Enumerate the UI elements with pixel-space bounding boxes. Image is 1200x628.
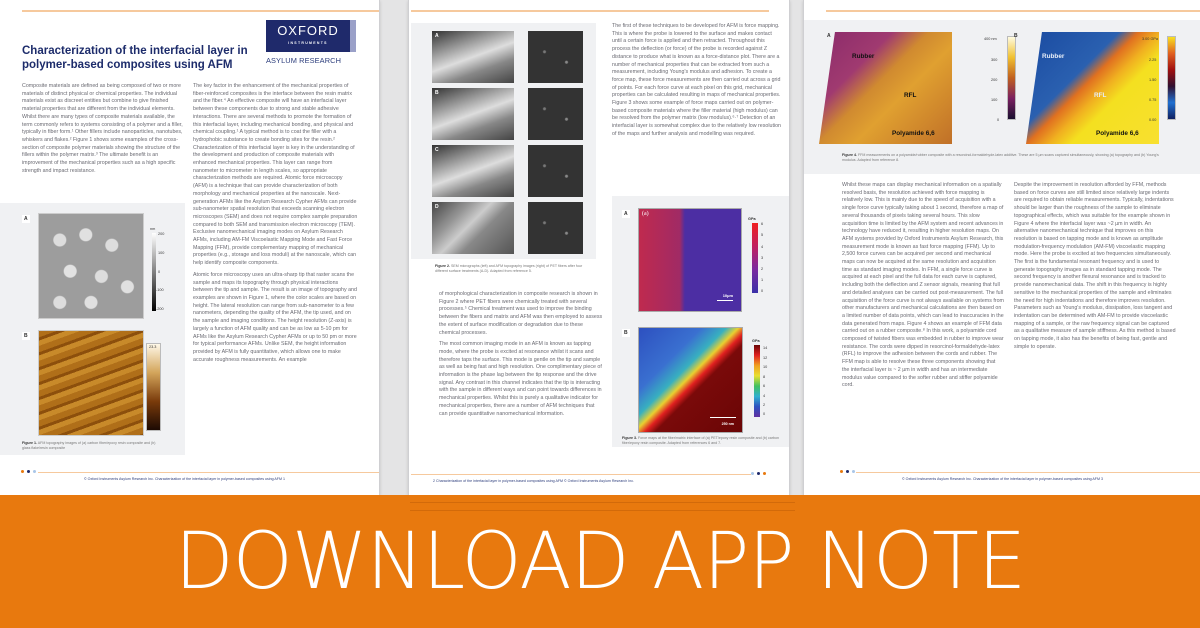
colorbar-tick: 0.75 — [1149, 98, 1157, 102]
body-column-right — [1014, 182, 1176, 355]
panel-label-b: B — [1014, 33, 1018, 39]
colorbar-tick: 14 — [763, 346, 768, 350]
colorbar-tick: 100 — [158, 251, 165, 255]
dot-icon — [751, 472, 754, 475]
caption-text: SEM micrographs (left) and AFM topography images (right) of PET fibers after four different surface treatments (A-D). Adapted from reference 5. — [435, 264, 583, 273]
colorbar-tick: 6 — [763, 384, 766, 388]
scale-bar-label: 10µm — [722, 293, 733, 298]
colorbar-tick: 23.3 — [149, 345, 157, 349]
dot-icon — [757, 472, 760, 475]
footer-rule — [411, 474, 751, 475]
logo-sub: INSTRUMENTS — [288, 41, 328, 45]
dot-icon — [33, 470, 36, 473]
download-app-note-button[interactable]: DOWNLOAD APP NOTE — [174, 516, 1026, 607]
colorbar-tick: 300 — [991, 58, 998, 62]
download-banner[interactable] — [0, 495, 1200, 628]
figure-3-caption — [622, 436, 782, 446]
colorbar-tick: 8 — [763, 375, 766, 379]
modulus-colorbar — [1167, 36, 1176, 120]
figure-1 — [0, 203, 185, 455]
colorbar-tick: 200 — [158, 232, 165, 236]
panel-label-a: A — [24, 216, 28, 222]
caption-text: AFM topography images of (a) carbon fiber/epoxy resin composite and (b) glass flake/resin composite — [22, 441, 156, 450]
afm-topography-image-b — [38, 330, 144, 436]
figure-4 — [804, 20, 1200, 174]
sem-image-c — [432, 145, 514, 197]
figure-2 — [411, 23, 596, 259]
paragraph: Whilst these maps can display mechanical information on a spatially resolved basis, the resolution achieved with force mapping is relatively low. This is mainly due to the speed of acquisition with a single force curve typically taking about 1 second, therefore a map of several thousands of pixels taking several hours. This slow acquisition time is limited by the AFM system and recent advances in technology have reduced it, resulting in higher resolution maps. On AFM systems provided by Oxford Instruments Asylum Research, this measurement mode is known as fast force mapping (FFM). Up to 2,500 force curves can be acquired per second and mechanical maps can now be acquired at the same resolution and acquisition time as standard imaging modes. In FFM, a single force curve is acquired at each pixel and the full data for each curve is captured, including both the deflection and Z sensor signals, meaning that full and detailed analyses can be carried out post-measurement. The full acquisition of the force curve is not always available on systems from other manufacturers and mechanical calculations are then based on a limited number of data points, which can lead to inaccuracies in the data generated from maps. Figure 4 shows an example of FFM data carried out on a rubber composite.⁸ In this work, a polyamide cord composed of twisted fibers was embedded in rubber to improve wear resistance. The cords were dipped in resorcinol-formaldehyde-latex (RFL) to improve the adhesion between the cords and rubber. The FFM map is able to resolve these three components showing that the interfacial layer is ~ 2 µm in width and has an intermediate modulus value compared to the softer rubber and stiffer polyamide cord. — [842, 182, 1004, 389]
colorbar-tick: -100 — [156, 288, 164, 292]
region-label-rfl: RFL — [1094, 92, 1107, 99]
figure-4-caption — [842, 153, 1172, 163]
paragraph: The most common imaging mode in an AFM is known as tapping mode, where the probe is excited at resonance whilst it scans and therefore taps the surface. This mode is gentle on the tip and sample as well as being fast and high resolution. One complimentary piece of information is the phase lag between the tip response and the drive signal. Any contrast in this channel indicates that the tip is interacting with the sample in different ways and can point towards differences in mechanical properties. Whilst this is purely a qualitative indicator for mechanical properties, there are a number of AFM techniques that can provide quantitative nanomechanical information. — [439, 341, 602, 417]
panel-label-a: A — [827, 33, 831, 39]
panel-label: B — [435, 90, 439, 96]
scale-bar-label: 250 nm — [721, 422, 734, 426]
logo-brand: OXFORD — [277, 23, 339, 38]
afm-image-d — [528, 202, 583, 254]
dot-icon — [840, 470, 843, 473]
body-column-left — [842, 182, 1004, 394]
region-label-polyamide: Polyamide 6,6 — [1096, 130, 1139, 137]
colorbar-tick: 0 — [763, 412, 766, 416]
colorbar-tick: 5 — [761, 233, 764, 237]
panel-label: A — [435, 33, 439, 39]
dot-icon — [846, 470, 849, 473]
force-map-b — [638, 327, 743, 433]
colorbar-tick: 2.25 — [1149, 58, 1157, 62]
colorbar-unit: GPa — [752, 339, 760, 343]
region-label-polyamide: Polyamide 6,6 — [892, 130, 935, 137]
paragraph: The first of these techniques to be developed for AFM is force mapping. This is where the probe is lowered to the surface and makes contact until a certain force is applied and then retracted. Throughout this process the deflection (or force) of the probe is recorded against Z distance to produce what is known as a force-distance plot. There are a number of mechanical properties that can be extracted from such a measurement, including Young's modulus and adhesion. To create a force map, these force measurements are then carried out across a grid of points. For each force curve at each pixel on this grid, mechanical properties can be calculated resulting in maps of mechanical properties. Figure 3 shows some example of force maps carried out on polymer-based composite materials where the filler material (high modulus) can be resolved from the polymer matrix (low modulus).⁶·⁷ Detection of an interfacial layer is somewhat complex due to the relatively low resolution of the maps and further analysis and modelling was required. — [612, 23, 781, 137]
page-dots — [751, 472, 766, 475]
dot-icon — [27, 470, 30, 473]
colorbar-tick: 12 — [763, 356, 768, 360]
panel-label-a: A — [624, 211, 628, 217]
panel-label-b: B — [624, 330, 628, 336]
dot-icon — [763, 472, 766, 475]
ffm-topography-map — [819, 32, 952, 144]
caption-text: FFM measurements on a polyamide/rubber composite with a resorcinol-formaldehyde-latex additive. These are 5 µm scans captured simultaneously, showing (a) topography and (b) Young's modulus. Adapted from reference 8. — [842, 153, 1159, 162]
colorbar-tick: 200 — [991, 78, 998, 82]
header-rule — [22, 10, 380, 12]
dot-icon — [852, 470, 855, 473]
caption-text: Force maps at the fiber/matrix interface of (a) PET/epoxy resin composite and (b) carbon fiber/epoxy resin composite. Adapted from references 6 and 7. — [622, 436, 779, 445]
grayscale-colorbar — [152, 233, 156, 311]
paragraph: The key factor in the enhancement of the mechanical properties of fiber-reinforced composites is the interface between the resin matrix and the fiber.⁴ An effective composite will have an interfacial layer between these components due to strong and stable adhesive interactions. There are several methods to promote the formation of this interfacial layer, including mechanical bonding, and physical and chemical coupling.¹ A typical method is to coat the filler with a hydrophobic substance to create bonding sites for the resin.² Characterization of this interfacial layer is key in the understanding of the development and production of composite materials with enhanced mechanical properties. This layer can range from nanometer to micrometer in length scales, so appropriate characterization methods are required. Atomic force microscopy (AFM) is a technique that can provide characterization of both morphology and mechanical properties at the nanoscale. Next-generation AFMs like the Asylum Research Cypher AFMs can provide sub-nanometer spatial resolution that exceeds scanning electron microscopes (SEM) and does not require complex sample preparation compared to both SEM and transmission electron microscopy (TEM). Exclusive nanomechanical imaging modes on Asylum Research AFMs, including AM-FM Viscoelastic Mapping Mode and Fast Force Mapping (FFM), provide complementary mapping of mechanical properties (e.g., storage and loss moduli) at the nanoscale, which can help identify composite components. — [193, 83, 358, 267]
body-column — [193, 83, 358, 368]
modulus-colorbar-a — [752, 223, 758, 293]
colorbar-tick: 1 — [761, 278, 764, 282]
region-label-rubber: Rubber — [1042, 53, 1065, 60]
modulus-colorbar-b — [754, 345, 760, 417]
colorbar-tick: 0 — [997, 118, 1000, 122]
colorbar-unit: GPa — [748, 217, 756, 221]
panel-label-b: B — [24, 333, 28, 339]
inner-label: (a) — [642, 211, 649, 217]
figure-2-caption — [435, 264, 585, 274]
page-title: Characterization of the interfacial layer in polymer-based composites using AFM — [22, 45, 248, 71]
force-map-a — [638, 208, 742, 312]
panel-label: C — [435, 147, 439, 153]
scale-bar — [710, 417, 736, 419]
colorbar-tick: 3.00 GPa — [1142, 37, 1159, 41]
paragraph: Composite materials are defined as being composed of two or more materials of distinct physical or chemical properties. The individual materials exist as discreet entities but combine to give finished material properties that are different from the individual elements. Whilst there are many types of composite materials available, the term commonly refers to systems consisting of a polymer and a filler, typically in fiber form.¹ Other fillers include nanoparticles, nanotubes, whiskers and flakes.² Figure 1 shows some examples of the cross-section of composite polymer materials showing the structure of the fillers within the polymer matrix.³ The ultimate benefit is an improvement of the mechanical properties such as a high specific strength and impact resistance. — [22, 83, 183, 174]
caption-label: Figure 2. — [435, 264, 450, 268]
page-dots — [840, 470, 855, 473]
footer-rule — [856, 472, 1200, 473]
colorbar-tick: 0 — [158, 270, 161, 274]
colorbar-tick: 4 — [761, 245, 764, 249]
colorbar-tick: 3 — [761, 256, 764, 260]
page-footer: 2 Characterization of the interfacial layer in polymer-based composites using AFM © Oxford Instruments Asylum Research Inc. — [433, 479, 634, 483]
dot-icon — [21, 470, 24, 473]
page-footer: © Oxford Instruments Asylum Research Inc. Characterization of the interfacial layer in polymer-based composites using AFM 3 — [902, 477, 1103, 481]
footer-rule — [38, 472, 380, 473]
header-rule — [826, 10, 1200, 12]
caption-label: Figure 1. — [22, 441, 37, 445]
colorbar-tick: 2 — [761, 267, 764, 271]
colorbar-tick: 100 — [991, 98, 998, 102]
colorbar-unit: nm — [150, 227, 156, 231]
page-footer: © Oxford Instruments Asylum Research Inc. Characterization of the interfacial layer in polymer-based composites using AFM 1 — [84, 477, 285, 481]
colorbar-tick: 4 — [763, 394, 766, 398]
colorbar-tick: 0.00 — [1149, 118, 1157, 122]
document-page-3 — [803, 0, 1200, 495]
asylum-research-wordmark: ASYLUM RESEARCH — [266, 56, 342, 65]
document-page-1 — [0, 0, 380, 495]
afm-image-c — [528, 145, 583, 197]
height-colorbar — [146, 343, 161, 431]
header-rule — [411, 10, 769, 12]
body-column-right — [612, 23, 782, 143]
region-label-rubber: Rubber — [852, 53, 875, 60]
ffm-modulus-map — [1026, 32, 1159, 144]
colorbar-tick: 10 — [763, 365, 768, 369]
colorbar-tick: -200 — [156, 307, 164, 311]
body-column-left — [439, 291, 604, 422]
figure-3 — [612, 196, 790, 447]
figure-caption — [22, 441, 162, 451]
paragraph: of morphological characterization in composite research is shown in Figure 2 where PET fibers were chemically treated with several processes.⁵ Chemical treatment was used to improve the binding between the fibers and matrix and AFM was then employed to assess the extent of surface modification or degradation due to these chemical processes. — [439, 291, 603, 336]
panel-label: D — [435, 204, 439, 210]
page-dots — [21, 470, 36, 473]
afm-topography-image-a — [38, 213, 144, 319]
caption-label: Figure 3. — [622, 436, 637, 440]
sem-image-b — [432, 88, 514, 140]
paragraph: Atomic force microscopy uses an ultra-sharp tip that raster scans the sample and maps its topography through physical interactions between the tip and sample. The result is an image of topography and examples are shown in Figure 1, where the color scales are based on height. The lateral resolution can range from sub-nanometer to a few nanometers, depending the quality of the AFM, the tip used, and on the sample and imaging conditions. The height resolution (Z-axis) is largely a function of AFM quality and can be as low as 5-10 pm for AFMs like the Asylum Research Cypher AFMs or up to 50 pm or more for typical performance AFMs. Unlike SEM, the height information provided by AFM is fully quantitative, which allows one to make accurate roughness measurements. An example — [193, 271, 357, 363]
document-page-2 — [408, 0, 790, 495]
colorbar-tick: 2 — [763, 403, 766, 407]
intro-column — [22, 83, 185, 179]
afm-image-a — [528, 31, 583, 83]
colorbar-tick: 1.50 — [1149, 78, 1157, 82]
colorbar-tick: 6 — [761, 222, 764, 226]
caption-label: Figure 4. — [842, 153, 857, 157]
afm-image-b — [528, 88, 583, 140]
colorbar-tick: 0 — [761, 289, 764, 293]
region-label-rfl: RFL — [904, 92, 917, 99]
sem-image-a — [432, 31, 514, 83]
scale-bar — [717, 300, 733, 302]
sem-image-d — [432, 202, 514, 254]
height-colorbar — [1007, 36, 1016, 120]
oxford-instruments-logo — [266, 20, 356, 52]
colorbar-tick: 400 nm — [984, 37, 997, 41]
paragraph: Despite the improvement in resolution afforded by FFM, methods based on force curves are still limited since relatively large indents are required to obtain reliable measurements. Typically, indentations should be larger than the roughness of the sample to eliminate topographical effects, which was suitable for the example shown in Figure 4 where the interfacial layer was ~2 µm in width. An alternative nanomechanical technique that improves on this resolution is based on tapping mode and is known as amplitude modulation-frequency modulation (AM-FM) viscoelastic mapping mode. Here the probe is excited at two frequencies simultaneously. The first is the fundamental resonant frequency and is used to generate topography images as in standard tapping mode. The second frequency is another flexural resonance and is tracked to provide nanomechanical data. The shift in this frequency is highly sensitive to the mechanical properties of the sample and eliminates the need for high indentations and therefore improves resolution. Parameters such as Young's modulus, dissipation, loss tangent and indentation can be determined with AM-FM to provide viscoelastic mapping of a sample, or the raw frequency signal can be captured as a qualitative measure of sample stiffness. As this method is based on tapping mode, it also has the benefits of being fast, gentle and simple to operate. — [1014, 182, 1176, 350]
